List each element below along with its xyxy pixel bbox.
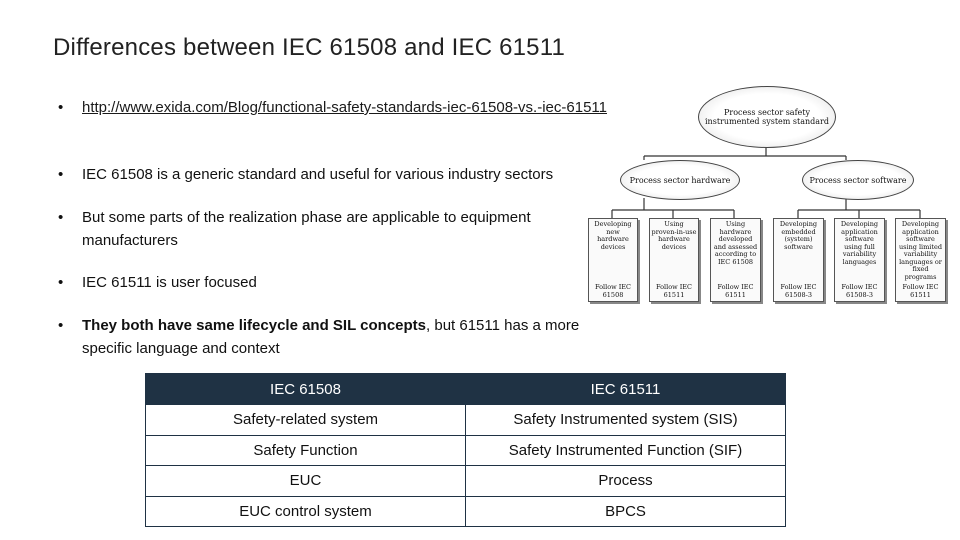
header-iec-61511: IEC 61511 bbox=[466, 374, 786, 405]
bullet-dot: • bbox=[58, 99, 64, 116]
box-follow-text: Follow IEC 61511 bbox=[717, 283, 754, 299]
table-header-row bbox=[146, 374, 786, 405]
slide-title: Differences between IEC 61508 and IEC 61511 bbox=[53, 34, 566, 61]
table-row bbox=[146, 405, 786, 436]
bullet-dot: • bbox=[58, 274, 64, 291]
hardware-node: Process sector hardware bbox=[620, 160, 740, 200]
box-follow-text: Follow IEC 61508-3 bbox=[841, 283, 878, 299]
box-follow-text: Follow IEC 61511 bbox=[655, 283, 693, 299]
bullet-text: , but 61511 has a more specific language and context bbox=[82, 317, 580, 357]
box-text: Using proven-in-use hardware devices bbox=[651, 220, 697, 251]
bullet-text: But some parts of the realization phase are applicable to equipment manufacturers bbox=[82, 209, 531, 249]
table-cell: Safety Instrumented system (SIS) bbox=[466, 405, 786, 436]
box-follow-text: Follow IEC 61508-3 bbox=[780, 283, 817, 299]
box-text: Using hardware developed and assessed according to IEC 61508 bbox=[713, 220, 758, 266]
root-standard-node: Process sector safety instrumented system standard bbox=[698, 86, 836, 148]
table-cell: Safety-related system bbox=[146, 405, 466, 436]
bullet-bold-text: They both have same lifecycle and SIL concepts bbox=[82, 317, 427, 334]
hardware-option-box bbox=[710, 218, 761, 302]
box-follow-text: Follow IEC 61511 bbox=[902, 283, 939, 299]
hardware-option-box bbox=[588, 218, 638, 302]
box-text: Developing new hardware devices bbox=[594, 220, 632, 251]
comparison-table bbox=[145, 373, 786, 527]
box-text: Developing embedded (system) software bbox=[779, 220, 818, 251]
exida-blog-link[interactable]: http://www.exida.com/Blog/functional-safety-standards-iec-61508-vs.-iec-61511 bbox=[82, 99, 607, 116]
software-option-box bbox=[773, 218, 824, 302]
bullet-text: IEC 61511 is user focused bbox=[82, 274, 257, 291]
table-cell: Safety Instrumented Function (SIF) bbox=[466, 435, 786, 466]
table-cell: Process bbox=[466, 466, 786, 497]
table-row bbox=[146, 435, 786, 466]
table-cell: BPCS bbox=[466, 496, 786, 527]
bullet-dot: • bbox=[58, 317, 64, 334]
table-cell: EUC control system bbox=[146, 496, 466, 527]
table-row bbox=[146, 466, 786, 497]
table-cell: EUC bbox=[146, 466, 466, 497]
box-follow-text: Follow IEC 61508 bbox=[594, 283, 632, 299]
table-row bbox=[146, 496, 786, 527]
software-option-box bbox=[895, 218, 946, 302]
hardware-option-box bbox=[649, 218, 699, 302]
bullet-dot: • bbox=[58, 166, 64, 183]
software-node: Process sector software bbox=[802, 160, 914, 200]
bullet-text: IEC 61508 is a generic standard and useful for various industry sectors bbox=[82, 166, 554, 183]
software-option-box bbox=[834, 218, 885, 302]
table-cell: Safety Function bbox=[146, 435, 466, 466]
bullet-dot: • bbox=[58, 209, 64, 226]
box-text: Developing application software using limited variability languages or fixed programs bbox=[898, 220, 943, 281]
standards-hierarchy-diagram bbox=[586, 86, 950, 306]
box-text: Developing application software using full variability languages bbox=[840, 220, 879, 266]
header-iec-61508: IEC 61508 bbox=[146, 374, 466, 405]
